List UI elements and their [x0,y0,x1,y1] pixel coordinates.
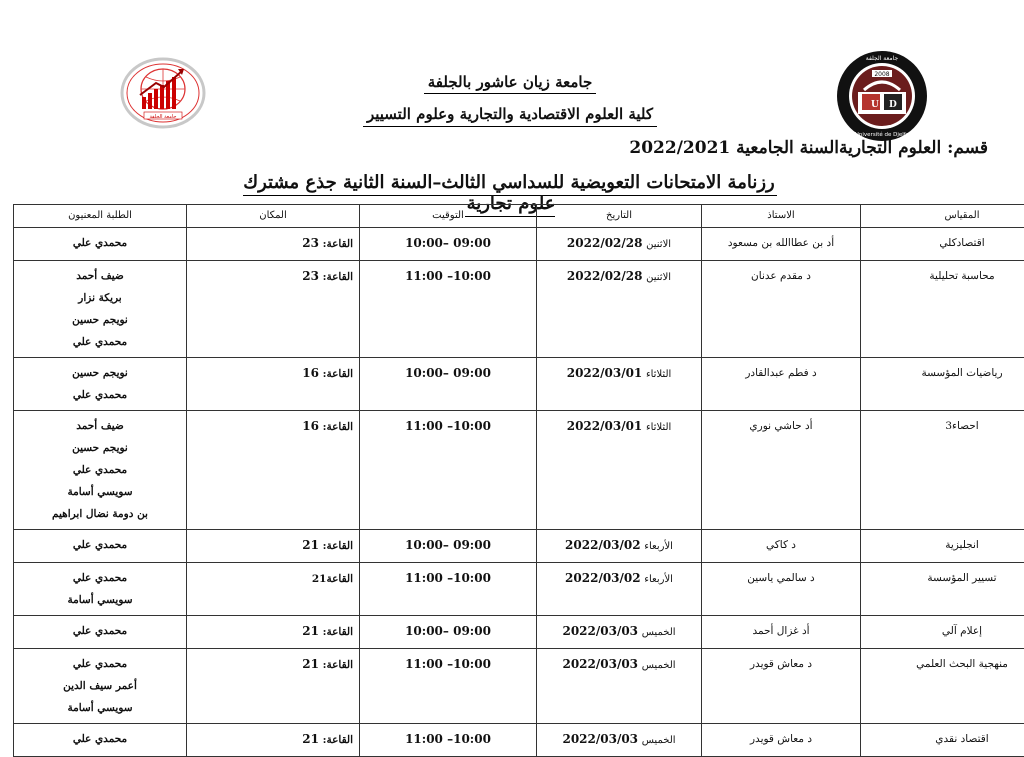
cell-professor: أد حاشي نوري [702,411,861,530]
cell-subject: اقتصادكلي [861,228,1024,261]
svg-text:جامعة الجلفة: جامعة الجلفة [866,55,899,62]
cell-time: 09:00 –10:00 [360,530,537,563]
cell-date: الأربعاء 2022/03/02 [537,563,702,616]
svg-text:D: D [889,100,897,110]
cell-students [14,411,187,530]
university-name: جامعة زيان عاشور بالجلفة [424,73,597,94]
cell-room: القاعة: 23 [187,261,360,358]
table-row [14,261,1024,358]
cell-date: الثلاثاء 2022/03/01 [537,411,702,530]
student-name: سويسي أسامة [20,481,180,503]
student-name: نويجم حسين [20,362,180,384]
cell-subject: منهجية البحث العلمي [861,649,1024,724]
header-room: المكان [187,205,360,228]
header-students: الطلبة المعنيون [14,205,187,228]
cell-time: 09:00 –10:00 [360,358,537,411]
student-name: محمدي علي [20,384,180,406]
table-row [14,563,1024,616]
department-academic-year: قسم: العلوم التجاريةالسنة الجامعية 2022/2021 [629,138,988,158]
cell-date: الاثنين 2022/02/28 [537,261,702,358]
cell-professor: د كاكي [702,530,861,563]
cell-professor: د سالمي ياسين [702,563,861,616]
table-row [14,724,1024,757]
cell-room: القاعة21 [187,563,360,616]
header-subject: المقياس [861,205,1024,228]
svg-text:2008: 2008 [874,71,889,78]
cell-students [14,616,187,649]
cell-students [14,724,187,757]
cell-date: الثلاثاء 2022/03/01 [537,358,702,411]
student-name: سويسي أسامة [20,697,180,719]
faculty-name: كلية العلوم الاقتصادية والتجارية وعلوم التسيير [363,105,657,127]
cell-room: القاعة: 21 [187,530,360,563]
cell-time: 10:00– 11:00 [360,724,537,757]
cell-students [14,228,187,261]
header-date: التاريخ [537,205,702,228]
student-name: محمدي علي [20,232,180,254]
cell-time: 10:00– 11:00 [360,411,537,530]
student-name: بريكة نزار [20,287,180,309]
cell-students [14,649,187,724]
svg-text:U: U [871,100,879,110]
university-seal-logo [836,50,928,142]
cell-students [14,358,187,411]
student-name: ضيف أحمد [20,415,180,437]
svg-text:جامعة الجلفة: جامعة الجلفة [150,114,177,120]
cell-professor: د معاش قويدر [702,649,861,724]
student-name: محمدي علي [20,331,180,353]
cell-date: الاثنين 2022/02/28 [537,228,702,261]
cell-time: 09:00 –10:00 [360,228,537,261]
cell-time: 10:00– 11:00 [360,649,537,724]
student-name: ضيف أحمد [20,265,180,287]
cell-professor: د فطم عبدالقادر [702,358,861,411]
cell-room: القاعة: 21 [187,724,360,757]
cell-room: القاعة: 16 [187,358,360,411]
cell-professor: أد بن عطاالله بن مسعود [702,228,861,261]
cell-date: الخميس 2022/03/03 [537,616,702,649]
table-header-row [14,205,1024,228]
table-row [14,616,1024,649]
cell-subject: تسيير المؤسسة [861,563,1024,616]
cell-subject: اقتصاد نقدي [861,724,1024,757]
student-name: نويجم حسين [20,437,180,459]
cell-subject: إعلام آلي [861,616,1024,649]
student-name: محمدي علي [20,620,180,642]
cell-subject: احصاء3 [861,411,1024,530]
cell-professor: د معاش قويدر [702,724,861,757]
cell-time: 10:00– 11:00 [360,261,537,358]
student-name: محمدي علي [20,459,180,481]
cell-time: 09:00 –10:00 [360,616,537,649]
table-row [14,649,1024,724]
cell-time: 10:00– 11:00 [360,563,537,616]
header-time: التوقيت [360,205,537,228]
table-row [14,358,1024,411]
exam-schedule-table [13,204,1024,757]
cell-professor: د مقدم عدنان [702,261,861,358]
cell-date: الأربعاء 2022/03/02 [537,530,702,563]
document-title: رزنامة الامتحانات التعويضية للسداسي الثالث–السنة الثانية جذع مشترك علوم تجارية [230,172,790,214]
cell-subject: انجليزية [861,530,1024,563]
student-name: محمدي علي [20,567,180,589]
cell-room: القاعة: 21 [187,616,360,649]
student-name: محمدي علي [20,728,180,750]
cell-students [14,261,187,358]
institution-header [300,72,720,127]
student-name: نويجم حسين [20,309,180,331]
cell-subject: رياضيات المؤسسة [861,358,1024,411]
table-row [14,228,1024,261]
header-professor: الاستاذ [702,205,861,228]
cell-date: الخميس 2022/03/03 [537,724,702,757]
table-row [14,530,1024,563]
cell-professor: أد غزال أحمد [702,616,861,649]
faculty-logo [120,57,206,129]
cell-room: القاعة: 23 [187,228,360,261]
student-name: بن دومة نضال ابراهيم [20,503,180,525]
cell-students [14,563,187,616]
svg-text:Université de Djelfa: Université de Djelfa [855,131,909,138]
student-name: سويسي أسامة [20,589,180,611]
student-name: محمدي علي [20,653,180,675]
cell-date: الخميس 2022/03/03 [537,649,702,724]
student-name: أعمر سيف الدين [20,675,180,697]
cell-subject: محاسبة تحليلية [861,261,1024,358]
table-row [14,411,1024,530]
cell-room: القاعة: 16 [187,411,360,530]
cell-students [14,530,187,563]
student-name: محمدي علي [20,534,180,556]
cell-room: القاعة: 21 [187,649,360,724]
